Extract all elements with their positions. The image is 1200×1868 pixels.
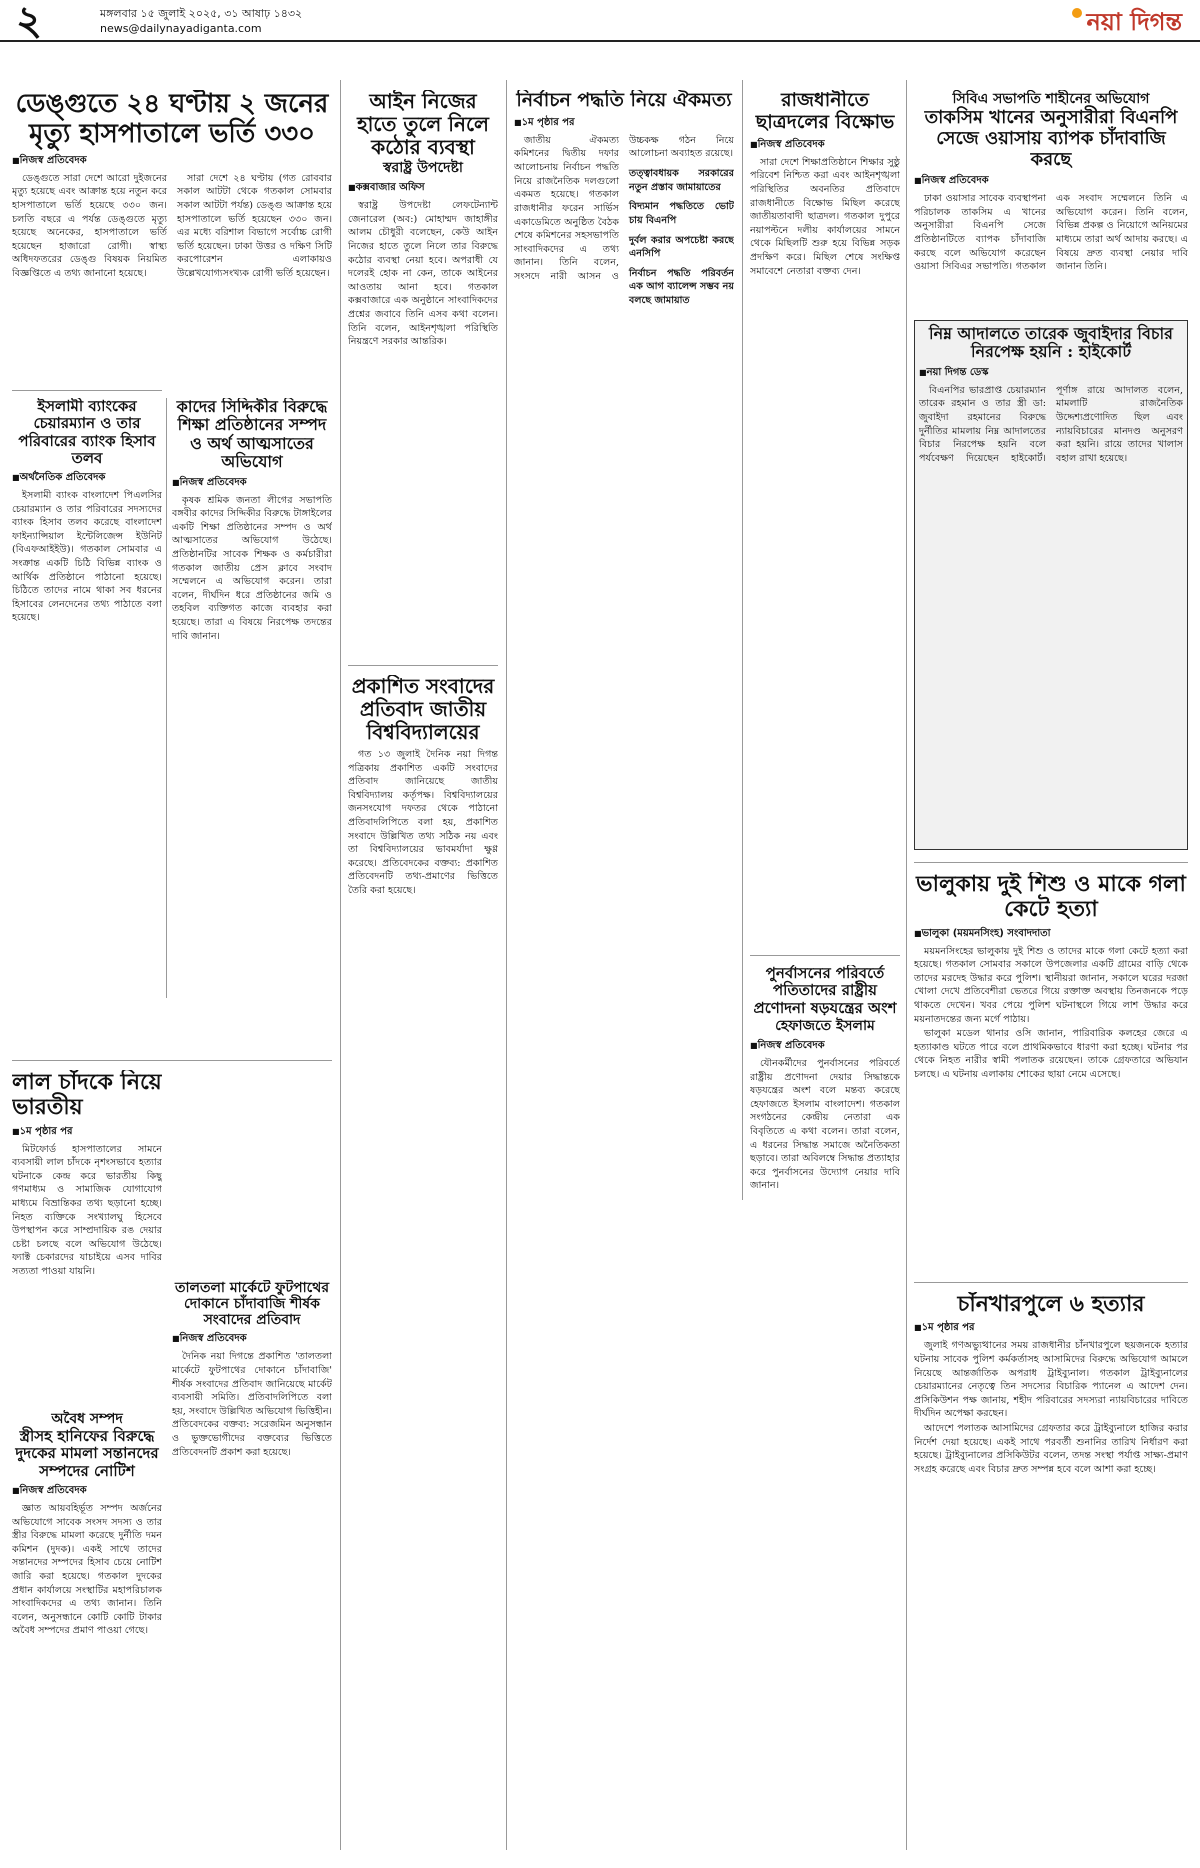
article-capital — [750, 90, 900, 950]
article-paragraph: সারা দেশে ২৪ ঘণ্টায় (গত রোববার সকাল আটটা থেকে গতকাল সোমবার সকাল আটটা পর্যন্ত) ডেঙ্গু আক্রান্ত হয়ে হাসপাতালে ভর্তি হয়েছেন ৩৩০ জন। এর মধ্যে বরিশাল বিভাগে সর্বোচ্চ রোগী ভর্তি হয়েছেন। ঢাকা উত্তর ও দক্ষিণ সিটি করপোরেশন এলাকায়ও উল্লেখযোগ্যসংখ্যক রোগী ভর্তি হয়েছেন। — [177, 172, 332, 280]
article-talta — [172, 1280, 332, 1610]
divider — [914, 1282, 1188, 1283]
article-paragraph: আদেশে পলাতক আসামিদের গ্রেফতার করে ট্রাইব্যুনালে হাজির করার নির্দেশ দেয়া হয়েছে। একই সাথে পরবর্তী শুনানির তারিখ নির্ধারণ করা হয়েছে। ট্রাইব্যুনালের প্রসিকিউটর বলেন, তদন্ত সংস্থা পর্যাপ্ত সাক্ষ্য-প্রমাণ সংগ্রহ করেছে এবং বিচার দ্রুত সম্পন্ন হবে বলে আশা করা হচ্ছে। — [914, 1422, 1188, 1475]
newspaper-logo: নয়া দিগন্ত — [1072, 4, 1182, 44]
jump-election: ■ ১ম পৃষ্ঠার পর — [514, 115, 734, 132]
article-relocation — [750, 965, 900, 1845]
contact-email[interactable]: news@dailynayadiganta.com — [100, 22, 262, 35]
article-paragraph: সারা দেশে শিক্ষাপ্রতিষ্ঠানে শিক্ষার সুষ্ঠু পরিবেশ নিশ্চিত করা এবং আইনশৃঙ্খলা পরিস্থিতির অবনতির প্রতিবাদে রাজধানীতে বিক্ষোভ মিছিল করেছে জাতীয়তাবাদী ছাত্রদল। গতকাল দুপুরে নয়াপল্টনে দলীয় কার্যালয়ের সামনে থেকে মিছিলটি শুরু হয়ে বিভিন্ন সড়ক প্রদক্ষিণ করে। মিছিল শেষে সংক্ষিপ্ত সমাবেশে নেতারা বক্তব্য দেন। — [750, 156, 900, 277]
article-hanif — [12, 1410, 162, 1850]
headline-lal-chand: লাল চাঁদকে নিয়ে ভারতীয় — [12, 1070, 162, 1121]
article-kader — [172, 398, 332, 998]
kicker-taksim: সিবিএ সভাপতি শাহীনের অভিযোগ — [952, 91, 1150, 107]
byline-islami-bank: ■ অর্থনৈতিক প্রতিবেদক — [12, 470, 162, 487]
headline-dengue: ডেঙ্গুতে ২৪ ঘণ্টায় ২ জনের মৃত্যু হাসপাতালে ভর্তি ৩৩০ — [15, 90, 329, 149]
article-lal-chand — [12, 1070, 162, 1400]
article-islami-bank — [12, 398, 162, 858]
headline-talta: তালতলা মার্কেটে ফুটপাথের দোকানে চাঁদাবাজি শীর্ষক সংবাদের প্রতিবাদ — [174, 1280, 330, 1329]
headline-university: প্রকাশিত সংবাদের প্রতিবাদ জাতীয় বিশ্ববিদ্যালয়ের — [351, 675, 495, 744]
article-paragraph: দৈনিক নয়া দিগন্তে প্রকাশিত 'তালতলা মার্কেটে ফুটপাথের দোকানে চাঁদাবাজি' শীর্ষক সংবাদের প্রতিবাদ জানিয়েছে মার্কেট ব্যবসায়ী সমিতি। প্রতিবাদলিপিতে বলা হয়, সংবাদে উল্লিখিত অভিযোগ ভিত্তিহীন। প্রতিবেদকের বক্তব্য: সরেজমিন অনুসন্ধান ও ভুক্তভোগীদের বক্তব্যের ভিত্তিতে প্রতিবেদনটি প্রকাশ করা হয়েছে। — [172, 1351, 332, 1458]
headline-relocation: পুনর্বাসনের পরিবর্তে পতিতাদের রাষ্ট্রীয় প্রণোদনা ষড়যন্ত্রের অংশ — [753, 965, 897, 1017]
byline-talta: ■ নিজস্ব প্রতিবেদক — [172, 1331, 332, 1348]
divider — [742, 80, 743, 1200]
article-university — [348, 675, 498, 1845]
headline-tarek: নিম্ন আদালতে তারেক জুবাইদার বিচার নিরপেক্ষ হয়নি : হাইকোর্ট — [929, 324, 1173, 362]
divider — [506, 80, 507, 1850]
headline-taksim: তাকসিম খানের অনুসারীরা বিএনপি সেজে ওয়াসায় ব্যাপক চাঁদাবাজি করছে — [924, 107, 1178, 170]
issue-date: মঙ্গলবার ১৫ জুলাই ২০২৫, ৩১ আষাঢ় ১৪৩২ — [100, 7, 303, 20]
divider — [12, 1060, 332, 1061]
article-tarek — [914, 320, 1188, 850]
article-paragraph: কৃষক শ্রমিক জনতা লীগের সভাপতি বঙ্গবীর কাদের সিদ্দিকীর বিরুদ্ধে টাঙ্গাইলের একটি শিক্ষা প্রতিষ্ঠানের সম্পদ ও অর্থ আত্মসাতের অভিযোগ উঠেছে। প্রতিষ্ঠানটির সাবেক শিক্ষক ও কর্মচারীরা গতকাল জাতীয় প্রেস ক্লাবে সংবাদ সম্মেলনে এ অভিযোগ করেন। তারা বলেন, দীর্ঘদিন ধরে প্রতিষ্ঠানের জমি ও তহবিল ব্যক্তিগত কাজে ব্যবহার করা হয়েছে। তারা এ বিষয়ে নিরপেক্ষ তদন্তের দাবি জানান। — [172, 494, 332, 642]
byline-hanif: ■ নিজস্ব প্রতিবেদক — [12, 1483, 162, 1500]
subhead: বিদ্যমান পদ্ধতিতে ভোট চায় বিএনপি — [629, 201, 734, 226]
headline-hanif: স্ত্রীসহ হানিফের বিরুদ্ধে দুদকের মামলা সন্তানদের সম্পদের নোটিশ — [15, 1427, 159, 1480]
divider — [348, 665, 498, 666]
article-paragraph: স্বরাষ্ট্র উপদেষ্টা লেফটেন্যান্ট জেনারেল (অব:) মোহাম্মদ জাহাঙ্গীর আলম চৌধুরী বলেছেন, কেউ আইন নিজের হাতে তুলে নিলে তার বিরুদ্ধে কঠোর ব্যবস্থা নেয়া হবে। অপরাধী যে দলেরই হোক না কেন, তাকে আইনের আওতায় আনা হবে। গতকাল কক্সবাজারে এক অনুষ্ঠানে সাংবাদিকদের প্রশ্নের জবাবে তিনি এসব কথা বলেন। তিনি বলেন, আইনশৃঙ্খলা পরিস্থিতি নিয়ন্ত্রণে সরকার আন্তরিক। — [348, 200, 498, 348]
divider — [914, 862, 1188, 863]
divider — [906, 80, 907, 1850]
jump-chankhar: ■ ১ম পৃষ্ঠার পর — [914, 1320, 1188, 1337]
article-paragraph: যৌনকর্মীদের পুনর্বাসনের পরিবর্তে রাষ্ট্রীয় প্রণোদনা দেয়ার সিদ্ধান্তকে ষড়যন্ত্রের অংশ বলে মন্তব্য করেছে হেফাজতে ইসলাম বাংলাদেশ। গতকাল সংগঠনের কেন্দ্রীয় নেতারা এক বিবৃতিতে এ কথা বলেন। তারা বলেন, এ ধরনের সিদ্ধান্ত সমাজে অনৈতিকতা ছড়াবে। তারা অবিলম্বে সিদ্ধান্ত প্রত্যাহার করে পুনর্বাসনের উদ্যোগ নেয়ার দাবি জানান। — [750, 1057, 900, 1192]
article-paragraph: মিটফোর্ড হাসপাতালের সামনে ব্যবসায়ী লাল চাঁদকে নৃশংসভাবে হত্যার ঘটনাকে কেন্দ্র করে ভারতীয় কিছু গণমাধ্যম ও সামাজিক যোগাযোগ মাধ্যমে বিভ্রান্তিকর তথ্য ছড়ানো হচ্ছে। নিহত ব্যক্তিকে সংখ্যালঘু হিসেবে উপস্থাপন করে সাম্প্রদায়িক রঙ দেয়ার চেষ্টা চলছে বলে অভিযোগ উঠেছে। ফ্যাক্ট চেকারদের যাচাইয়ে এসব দাবির সত্যতা পাওয়া যায়নি। — [12, 1143, 162, 1278]
byline-tarek: ■ নয়া দিগন্ত ডেস্ক — [919, 365, 1183, 382]
byline-relocation: ■ নিজস্ব প্রতিবেদক — [750, 1038, 900, 1055]
divider — [750, 955, 900, 956]
article-paragraph: ঢাকা ওয়াসার সাবেক ব্যবস্থাপনা পরিচালক তাকসিম এ খানের অনুসারীরা বিএনপি সেজে প্রতিষ্ঠানটিতে ব্যাপক চাঁদাবাজি করছে বলে অভিযোগ করেছেন ওয়াসা সিবিএর সভাপতি। গতকাল এক সংবাদ সম্মেলনে তিনি এ অভিযোগ করেন। তিনি বলেন, বিভিন্ন প্রকল্প ও নিয়োগে অনিয়মের মাধ্যমে তারা অর্থ আদায় করছে। এ বিষয়ে দ্রুত ব্যবস্থা নেয়ার দাবি জানান তিনি। — [914, 193, 1188, 273]
article-chankhar — [914, 1292, 1188, 1852]
byline-kader: ■ নিজস্ব প্রতিবেদক — [172, 475, 332, 492]
divider — [166, 398, 167, 998]
byline-bhaluka: ■ ভালুকা (ময়মনসিংহ) সংবাদদাতা — [914, 926, 1188, 943]
subhead: তত্ত্বাবধায়ক সরকারের নতুন প্রস্তাব জামায়াতের — [629, 168, 734, 193]
headline-bhaluka: ভালুকায় দুই শিশু ও মাকে গলা কেটে হত্যা — [916, 872, 1186, 923]
page-number: ২ — [16, 0, 43, 44]
article-paragraph: ডেঙ্গুতে সারা দেশে আরো দুইজনের মৃত্যু হয়েছে এবং আক্রান্ত হয়ে নতুন করে হাসপাতালে ভর্তি হয়েছে ৩৩০ জন। চলতি বছরে এ পর্যন্ত ডেঙ্গুতে মৃত্যু হয়েছে অনেকের, হাসপাতালে ভর্তি হয়েছেন হাজারো রোগী। স্বাস্থ্য অধিদফতরের ডেঙ্গু বিষয়ক নিয়মিত বিজ্ঞপ্তিতে এ তথ্য জানানো হয়েছে। — [12, 172, 167, 280]
headline-ain: আইন নিজের হাতে তুলে নিলে কঠোর ব্যবস্থা — [357, 90, 489, 159]
article-paragraph: বিএনপির ভারপ্রাপ্ত চেয়ারম্যান তারেক রহমান ও তার স্ত্রী ডা: জুবাইদা রহমানের বিরুদ্ধে দুর্নীতির মামলায় নিম্ন আদালতের বিচার নিরপেক্ষ হয়নি বলে পর্যবেক্ষণ দিয়েছেন হাইকোর্ট। পূর্ণাঙ্গ রায়ে আদালত বলেন, মামলাটি রাজনৈতিক উদ্দেশ্যপ্রণোদিত ছিল এবং ন্যায়বিচারের মানদণ্ড অনুসরণ করা হয়নি। রায়ে তাদের খালাস বহাল রাখা হয়েছে। — [919, 384, 1183, 464]
subhead: নির্বাচন পদ্ধতি পরিবর্তন এক আগ ব্যালেন্স সম্ভব নয় বলছে জামায়াত — [629, 267, 734, 306]
sun-icon — [1072, 8, 1082, 18]
article-paragraph: ইসলামী ব্যাংক বাংলাদেশ পিএলসির চেয়ারম্যান ও তার পরিবারের সদস্যদের ব্যাংক হিসাব তলব করেছে বাংলাদেশ ফাইন্যান্সিয়াল ইন্টেলিজেন্স ইউনিট (বিএফআইইউ)। গতকাল সোমবার এ সংক্রান্ত একটি চিঠি বিভিন্ন ব্যাংক ও আর্থিক প্রতিষ্ঠানে পাঠানো হয়েছে। চিঠিতে তাদের নামে থাকা সব ধরনের হিসাবের লেনদেনের তথ্য পাঠাতে বলা হয়েছে। — [12, 490, 162, 624]
headline-capital: রাজধানীতে ছাত্রদলের বিক্ষোভ — [755, 90, 895, 133]
headline-kader: কাদের সিদ্দিকীর বিরুদ্ধে শিক্ষা প্রতিষ্ঠানের সম্পদ ও অর্থ আত্মসাতের অভিযোগ — [176, 398, 328, 472]
divider — [12, 390, 162, 391]
byline-ain: ■ কক্সবাজার অফিস — [348, 180, 498, 197]
byline-capital: ■ নিজস্ব প্রতিবেদক — [750, 137, 900, 154]
jump-lal-chand: ■ ১ম পৃষ্ঠার পর — [12, 1124, 162, 1141]
headline-chankhar: চাঁনখারপুলে ৬ হত্যার — [957, 1292, 1145, 1317]
headline-islami-bank: ইসলামী ব্যাংকের চেয়ারম্যান ও তার পরিবারের ব্যাংক হিসাব তলব — [18, 398, 156, 467]
byline-dengue: ■ নিজস্ব প্রতিবেদক — [12, 153, 332, 170]
headline-election: নির্বাচন পদ্ধতি নিয়ে ঐকমত্য — [516, 90, 732, 111]
article-paragraph: ভালুকা মডেল থানার ওসি জানান, পারিবারিক কলহের জেরে এ হত্যাকাণ্ড ঘটতে পারে বলে প্রাথমিকভাবে ধারণা করা হচ্ছে। ঘটনার পর থেকে নিহত নারীর স্বামী পলাতক রয়েছেন। তাকে গ্রেফতারে অভিযান চলছে। এ ঘটনায় এলাকায় শোকের ছায়া নেমে এসেছে। — [914, 1028, 1188, 1081]
kicker-hanif: অবৈধ সম্পদ — [51, 1411, 123, 1427]
article-paragraph: জাতীয় ঐকমত্য কমিশনের দ্বিতীয় দফার আলোচনায় নির্বাচন পদ্ধতি নিয়ে রাজনৈতিক দলগুলো একমত হয়েছে। গতকাল রাজধানীর ফরেন সার্ভিস একাডেমিতে অনুষ্ঠিত বৈঠক শেষে কমিশনের সহসভাপতি সাংবাদিকদের এ তথ্য জানান। তিনি বলেন, সংসদে নারী আসন ও উচ্চকক্ষ গঠন নিয়ে আলোচনা অব্যাহত রয়েছে। — [514, 134, 734, 282]
article-bhaluka — [914, 872, 1188, 1272]
kicker-ain: স্বরাষ্ট্র উপদেষ্টা — [383, 160, 463, 176]
divider — [340, 80, 341, 1850]
subhead: দুর্বল করার অপচেষ্টা করছে এনসিপি — [629, 234, 734, 260]
masthead — [0, 0, 1200, 42]
article-paragraph: ময়মনসিংহের ভালুকায় দুই শিশু ও তাদের মাকে গলা কেটে হত্যা করা হয়েছে। গতকাল সোমবার সকালে উপজেলার একটি গ্রামের বাড়ি থেকে তাদের মরদেহ উদ্ধার করে পুলিশ। স্থানীয়রা জানান, সকালে ঘরের দরজা খোলা দেখে প্রতিবেশীরা ভেতরে গিয়ে রক্তাক্ত অবস্থায় তিনজনকে পড়ে থাকতে দেখেন। খবর পেয়ে পুলিশ ঘটনাস্থলে গিয়ে লাশ উদ্ধার করে ময়নাতদন্তের জন্য মর্গে পাঠায়। — [914, 945, 1188, 1025]
article-ain — [348, 90, 498, 650]
article-paragraph: জ্ঞাত আয়বহির্ভূত সম্পদ অর্জনের অভিযোগে সাবেক সংসদ সদস্য ও তার স্ত্রীর বিরুদ্ধে মামলা করেছে দুর্নীতি দমন কমিশন (দুদক)। একই সাথে তাদের সন্তানদের সম্পদের হিসাব চেয়ে নোটিশ জারি করা হয়েছে। গতকাল দুদকের প্রধান কার্যালয়ে সংস্থাটির মহাপরিচালক সাংবাদিকদের এ তথ্য জানান। তিনি বলেন, অনুসন্ধানে কোটি কোটি টাকার অবৈধ সম্পদের প্রমাণ পাওয়া গেছে। — [12, 1502, 162, 1637]
kicker-relocation: হেফাজতে ইসলাম — [775, 1017, 875, 1034]
article-taksim — [914, 90, 1188, 310]
article-paragraph: গত ১৩ জুলাই দৈনিক নয়া দিগন্ত পত্রিকায় প্রকাশিত একটি সংবাদের প্রতিবাদ জানিয়েছে জাতীয় বিশ্ববিদ্যালয় কর্তৃপক্ষ। বিশ্ববিদ্যালয়ের জনসংযোগ দফতর থেকে পাঠানো প্রতিবাদলিপিতে বলা হয়, প্রকাশিত সংবাদে উল্লিখিত তথ্য সঠিক নয় এবং তা বিশ্ববিদ্যালয়ের ভাবমর্যাদা ক্ষুণ্ণ করেছে। প্রতিবেদকের বক্তব্য: প্রকাশিত প্রতিবেদনটি তথ্য-প্রমাণের ভিত্তিতে তৈরি করা হয়েছে। — [348, 749, 498, 897]
article-dengue — [12, 90, 332, 380]
article-election — [514, 90, 734, 1850]
byline-taksim: ■ নিজস্ব প্রতিবেদক — [914, 173, 1188, 190]
article-paragraph: জুলাই গণঅভ্যুত্থানের সময় রাজধানীর চাঁনখারপুলে ছয়জনকে হত্যার ঘটনায় সাবেক পুলিশ কর্মকর্তাসহ আসামিদের বিরুদ্ধে অভিযোগ আমলে নিয়েছে আন্তর্জাতিক অপরাধ ট্রাইব্যুনাল। গতকাল ট্রাইব্যুনালের চেয়ারম্যানের নেতৃত্বে তিন সদস্যের বিচারিক প্যানেল এ আদেশ দেন। প্রসিকিউশন পক্ষ জানায়, শহীদ পরিবারের সদস্যরা ন্যায়বিচারের দাবিতে দীর্ঘদিন অপেক্ষা করছেন। — [914, 1340, 1188, 1420]
